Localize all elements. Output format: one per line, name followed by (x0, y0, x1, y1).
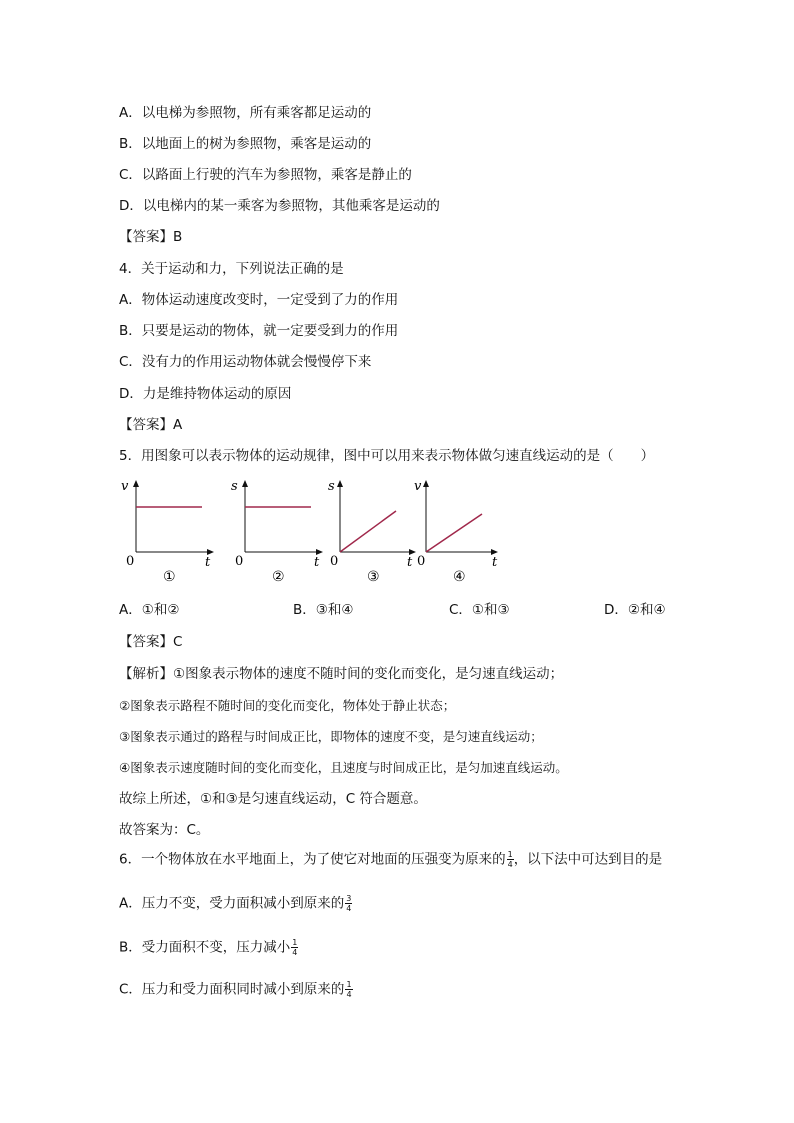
graph-2-origin: 0 (235, 554, 244, 569)
graph-1-ylabel: v (121, 479, 129, 494)
q6-option-c: C．压力和受力面积同时减小到原来的 (119, 981, 345, 998)
q5-analysis-4: ④图象表示速度随时间的变化而变化，且速度与时间成正比，是匀加速直线运动。 (119, 760, 568, 775)
graph-1-origin: 0 (126, 554, 135, 569)
q6-option-b-fraction: $\frac{1}{4}$ (292, 938, 298, 957)
graph-2-label: ② (272, 569, 285, 585)
q5-option-c: C．①和③ (449, 602, 510, 618)
q5-option-d: D．②和④ (604, 602, 666, 618)
graph-2 (227, 478, 327, 586)
graph-3-origin: 0 (330, 554, 339, 569)
q6-option-b-line (119, 938, 298, 957)
q5-final: 故答案为：C。 (119, 822, 210, 838)
q4-option-b: B．只要是运动的物体，就一定要受到力的作用 (119, 323, 399, 339)
q5-stem: 5．用图象可以表示物体的运动规律，图中可以用来表示物体做匀速直线运动的是（ ） (119, 448, 655, 464)
graph-4-ylabel: v (414, 479, 422, 494)
q5-summary: 故综上所述，①和③是匀速直线运动，C 符合题意。 (119, 791, 427, 807)
q4-option-c: C．没有力的作用运动物体就会慢慢停下来 (119, 354, 372, 370)
graph-1 (118, 478, 218, 586)
graph-3 (322, 478, 422, 586)
q6-stem: 6．一个物体放在水平地面上，为了使它对地面的压强变为原来的 (119, 851, 506, 868)
graph-2-xlabel: t (314, 555, 320, 570)
graph-1-xlabel: t (205, 555, 211, 570)
q3-option-b: B．以地面上的树为参照物，乘客是运动的 (119, 136, 372, 152)
q3-option-a: A．以电梯为参照物，所有乘客都足运动的 (119, 105, 372, 121)
q5-option-b: B．③和④ (293, 602, 354, 618)
q4-option-d: D．力是维持物体运动的原因 (119, 386, 292, 402)
q4-stem: 4．关于运动和力，下列说法正确的是 (119, 261, 344, 277)
graph-2-ylabel: s (231, 479, 238, 494)
q6-stem-tail: ，以下法中可达到目的是 (513, 851, 663, 868)
q5-analysis-3: ③图象表示通过的路程与时间成正比，即物体的速度不变，是匀速直线运动； (119, 729, 543, 744)
q3-answer: 【答案】B (119, 229, 183, 245)
q5-analysis-2: ②图象表示路程不随时间的变化而变化，物体处于静止状态； (119, 698, 456, 713)
q6-option-a-fraction: $\frac{3}{4}$ (346, 894, 352, 913)
q4-answer: 【答案】A (119, 417, 183, 433)
graph-4-origin: 0 (417, 554, 426, 569)
q6-option-b: B．受力面积不变，压力减小 (119, 939, 291, 956)
q6-stem-fraction: $\frac{1}{4}$ (507, 850, 513, 869)
q5-analysis-1: 【解析】①图象表示物体的速度不随时间的变化而变化，是匀速直线运动； (119, 666, 564, 682)
q5-option-a: A．①和② (119, 602, 180, 618)
q5-answer: 【答案】C (119, 634, 183, 650)
graph-4-line (426, 514, 482, 552)
q6-option-a: A．压力不变，受力面积减小到原来的 (119, 895, 345, 912)
q3-option-d: D．以电梯内的某一乘客为参照物，其他乘客是运动的 (119, 198, 440, 214)
graph-3-label: ③ (367, 569, 380, 585)
graph-4-xlabel: t (492, 555, 498, 570)
q6-stem-line (119, 850, 662, 869)
graph-1-label: ① (163, 569, 176, 585)
graph-3-ylabel: s (328, 479, 335, 494)
graph-3-line (340, 511, 396, 552)
graph-4 (408, 478, 508, 586)
q6-option-c-fraction: $\frac{1}{4}$ (346, 980, 352, 999)
q3-option-c: C．以路面上行驶的汽车为参照物，乘客是静止的 (119, 167, 412, 183)
graph-3-xlabel: t (407, 555, 413, 570)
q6-option-c-line (119, 980, 353, 999)
graph-4-label: ④ (453, 569, 466, 585)
q4-option-a: A．物体运动速度改变时，一定受到了力的作用 (119, 292, 399, 308)
q6-option-a-line (119, 894, 352, 913)
